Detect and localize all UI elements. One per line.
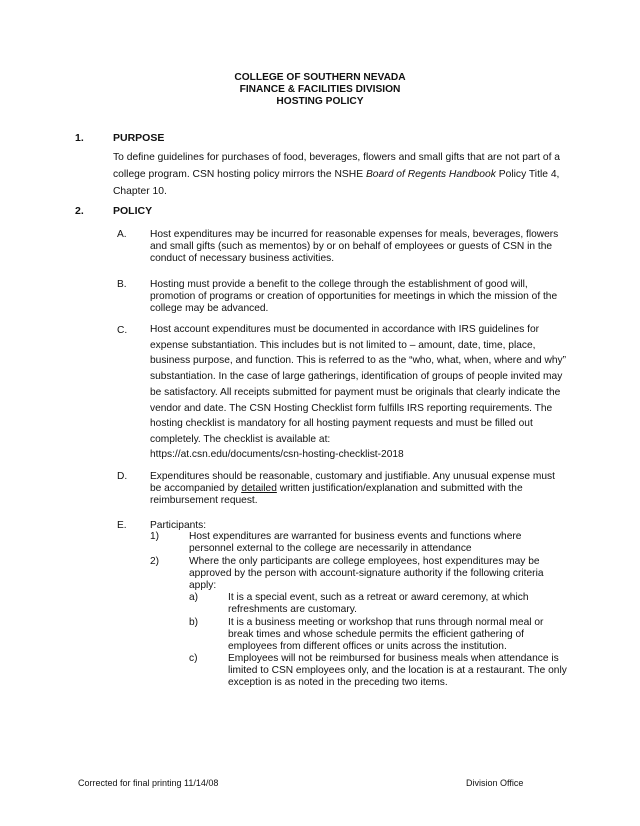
item-d-letter: D. <box>117 471 128 482</box>
section-2-number: 2. <box>75 205 84 217</box>
page-title: HOSTING POLICY <box>276 96 364 107</box>
header-division: FINANCE & FACILITIES DIVISION <box>239 84 401 95</box>
item-b-letter: B. <box>117 279 127 290</box>
header-institution: COLLEGE OF SOUTHERN NEVADA <box>234 72 406 83</box>
item-a-text: Host expenditures may be incurred for reasonable expenses for meals, beverages, flowers and small gifts (such as mementos) by or on behalf of employees or guests of CSN in the conduct of necessary business activities. <box>150 229 559 264</box>
purpose-text-italic: Board of Regents Handbook <box>365 169 496 180</box>
subitem-1-text: Host expenditures are warranted for business events and functions where personnel external to the college are necessarily in attendance <box>189 531 522 554</box>
purpose-text-start: To define guidelines for purchases of food, beverages, flowers and small gifts that are not part of a college program. CSN hosting policy mirrors the NSHE <box>113 152 561 180</box>
subitem-a-letter: a) <box>189 592 199 603</box>
item-a-letter: A. <box>117 229 127 240</box>
footer-office: Division Office <box>466 778 524 788</box>
item-d-text-end: written justification/explanation and submitted with the reimbursement request. <box>150 483 523 506</box>
subitem-b-text: It is a business meeting or workshop that runs through normal meal or break times and whose schedule permits the efficient gathering of employees from different offices or units across the institution. <box>228 617 544 652</box>
hosting-checklist-link[interactable]: https://at.csn.edu/documents/csn-hosting-checklist-2018 <box>150 449 404 460</box>
subitem-b-letter: b) <box>189 617 199 628</box>
item-c-letter: C. <box>117 325 128 336</box>
subitem-1-number: 1) <box>150 531 160 542</box>
purpose-text <box>113 149 563 200</box>
item-b-text: Hosting must provide a benefit to the college through the establishment of good will, promotion of programs or creation of opportunities for meetings in which the mission of the college may be advanced. <box>150 279 558 314</box>
item-e-text: Participants: <box>150 520 207 531</box>
purpose-text-end: Policy Title 4, Chapter 10. <box>113 169 560 197</box>
subitem-a-text: It is a special event, such as a retreat or award ceremony, at which refreshments are customary. <box>228 592 529 615</box>
item-d-text-underlined: detailed <box>241 483 277 494</box>
subitem-c-text: Employees will not be reimbursed for business meals when attendance is limited to CSN employees only, and the location is at a restaurant. The only exception is as noted in the preceding two items. <box>228 653 567 688</box>
subitem-2-number: 2) <box>150 556 160 567</box>
item-d-text <box>150 471 568 507</box>
subitem-2-text: Where the only participants are college employees, host expenditures may be approved by the person with account-signature authority if the following criteria apply: <box>189 556 544 591</box>
section-1-heading: PURPOSE <box>113 132 165 144</box>
section-1-number: 1. <box>75 132 84 144</box>
section-2-heading: POLICY <box>113 205 153 217</box>
footer-revision-note: Corrected for final printing 11/14/08 <box>78 778 219 788</box>
subitem-c-letter: c) <box>189 653 198 664</box>
item-d-text-start: Expenditures should be reasonable, customary and justifiable. Any unusual expense must be accompanied by <box>150 471 555 494</box>
item-c-text: Host account expenditures must be documented in accordance with IRS guidelines for expense substantiation. This includes but is not limited to – amount, date, time, place, business purpose, and function. This is referred to as the “who, what, when, where and why” substantiation. In the case of large gatherings, identification of groups of people invited may be satisfactory. All receipts submitted for payment must be originals that clearly indicate the vendor and date. The CSN Hosting Checklist form fulfills IRS reporting requirements. The hosting checklist is mandatory for all hosting payment requests and must be filled out completely. The checklist is available at: <box>150 324 567 445</box>
item-e-letter: E. <box>117 520 127 531</box>
